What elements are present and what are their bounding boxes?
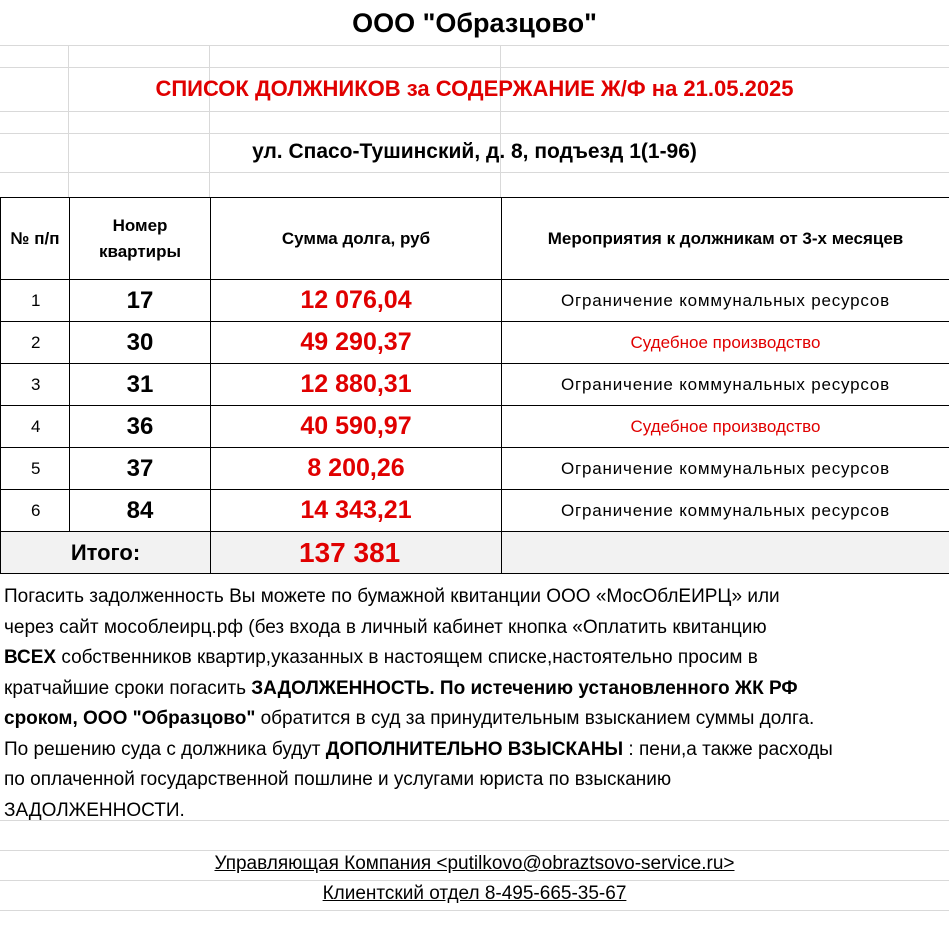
row-num: 3 — [1, 364, 70, 406]
gridline — [0, 133, 949, 134]
notice-line — [4, 613, 944, 644]
gridline — [0, 910, 949, 911]
row-apartment: 31 — [70, 364, 211, 406]
row-apartment: 84 — [70, 490, 211, 532]
debtors-list-title: СПИСОК ДОЛЖНИКОВ за СОДЕРЖАНИЕ Ж/Ф на 21.05.2025 — [155, 76, 794, 101]
row-debt-sum: 12 880,31 — [211, 364, 502, 406]
header-sum: Сумма долга, руб — [211, 198, 502, 280]
notice-line — [4, 765, 944, 796]
row-num: 6 — [1, 490, 70, 532]
total-label: Итого: — [1, 532, 211, 574]
management-company-link[interactable]: Управляющая Компания <putilkovo@obraztsovo-service.ru> — [214, 853, 735, 874]
notice-line — [4, 643, 944, 674]
total-sum: 137 381 — [211, 532, 502, 574]
header-num: № п/п — [1, 198, 70, 280]
notice-text: собственников квартир,указанных в настоящем списке,настоятельно просим в — [56, 647, 758, 668]
notice-line — [4, 735, 944, 766]
notice-text: по оплаченной государственной пошлине и услугами юриста по взысканию — [4, 769, 672, 790]
row-num: 2 — [1, 322, 70, 364]
row-apartment: 37 — [70, 448, 211, 490]
gridline — [0, 172, 949, 173]
header-apartment-line2: квартиры — [98, 241, 182, 261]
total-empty-cell — [502, 532, 949, 574]
notice-text: По решению суда с должника будут — [4, 738, 326, 760]
row-apartment: 17 — [70, 280, 211, 322]
notice-text: : пени,а также расходы — [623, 738, 833, 760]
table-row — [1, 364, 949, 406]
row-apartment: 36 — [70, 406, 211, 448]
table-row — [1, 490, 949, 532]
client-department-phone[interactable]: Клиентский отдел 8-495-665-35-67 — [322, 883, 627, 904]
notice-line — [4, 674, 944, 705]
debtors-table — [0, 197, 949, 574]
row-apartment: 30 — [70, 322, 211, 364]
gridline — [0, 45, 949, 46]
row-debt-sum: 14 343,21 — [211, 490, 502, 532]
notice-text: ЗАДОЛЖЕННОСТИ. — [4, 799, 185, 821]
table-header-row — [1, 198, 949, 280]
notice-line — [4, 582, 944, 613]
row-debt-sum: 12 076,04 — [211, 280, 502, 322]
gridline — [0, 850, 949, 851]
gridline — [0, 111, 949, 112]
row-action: Ограничение коммунальных ресурсов — [502, 364, 949, 406]
table-row — [1, 322, 949, 364]
table-row — [1, 448, 949, 490]
gridline — [0, 880, 949, 881]
header-action: Мероприятия к должникам от 3-х месяцев — [502, 198, 949, 280]
total-row — [1, 532, 949, 574]
notice-bold-text: ДОПОЛНИТЕЛЬНО ВЗЫСКАНЫ — [325, 738, 624, 760]
row-num: 4 — [1, 406, 70, 448]
table-row — [1, 280, 949, 322]
row-action: Судебное производство — [502, 322, 949, 364]
notice-line — [4, 796, 944, 827]
address-line: ул. Спасо-Тушинский, д. 8, подъезд 1(1-96) — [252, 140, 697, 163]
notice-bold-text: сроком, ООО "Образцово" — [4, 708, 256, 729]
row-action: Ограничение коммунальных ресурсов — [502, 280, 949, 322]
payment-notice — [4, 582, 944, 826]
row-action: Ограничение коммунальных ресурсов — [502, 490, 949, 532]
gridline — [68, 45, 69, 197]
row-debt-sum: 40 590,97 — [211, 406, 502, 448]
notice-text: Погасить задолженность Вы можете по бумажной квитанции ООО «МосОблЕИРЦ» или — [4, 586, 780, 607]
table-row — [1, 406, 949, 448]
gridline — [209, 45, 210, 197]
notice-text: через сайт мособлеирц.рф (без входа в личный кабинет кнопка «Оплатить квитанцию — [4, 616, 767, 638]
notice-bold-text: ЗАДОЛЖЕННОСТЬ. По истечению установленного ЖК РФ — [251, 677, 798, 699]
row-debt-sum: 8 200,26 — [211, 448, 502, 490]
row-num: 5 — [1, 448, 70, 490]
notice-line — [4, 704, 944, 735]
notice-text: кратчайшие сроки погасить — [4, 677, 252, 699]
gridline — [500, 45, 501, 197]
row-action: Судебное производство — [502, 406, 949, 448]
company-title: ООО "Образцово" — [352, 8, 597, 38]
row-num: 1 — [1, 280, 70, 322]
gridline — [0, 67, 949, 68]
header-apartment — [70, 198, 211, 280]
notice-text: обратится в суд за принудительным взысканием суммы долга. — [255, 708, 815, 729]
row-action: Ограничение коммунальных ресурсов — [502, 448, 949, 490]
header-apartment-line1: Номер — [112, 215, 168, 235]
row-debt-sum: 49 290,37 — [211, 322, 502, 364]
notice-bold-text: ВСЕХ — [4, 647, 57, 668]
